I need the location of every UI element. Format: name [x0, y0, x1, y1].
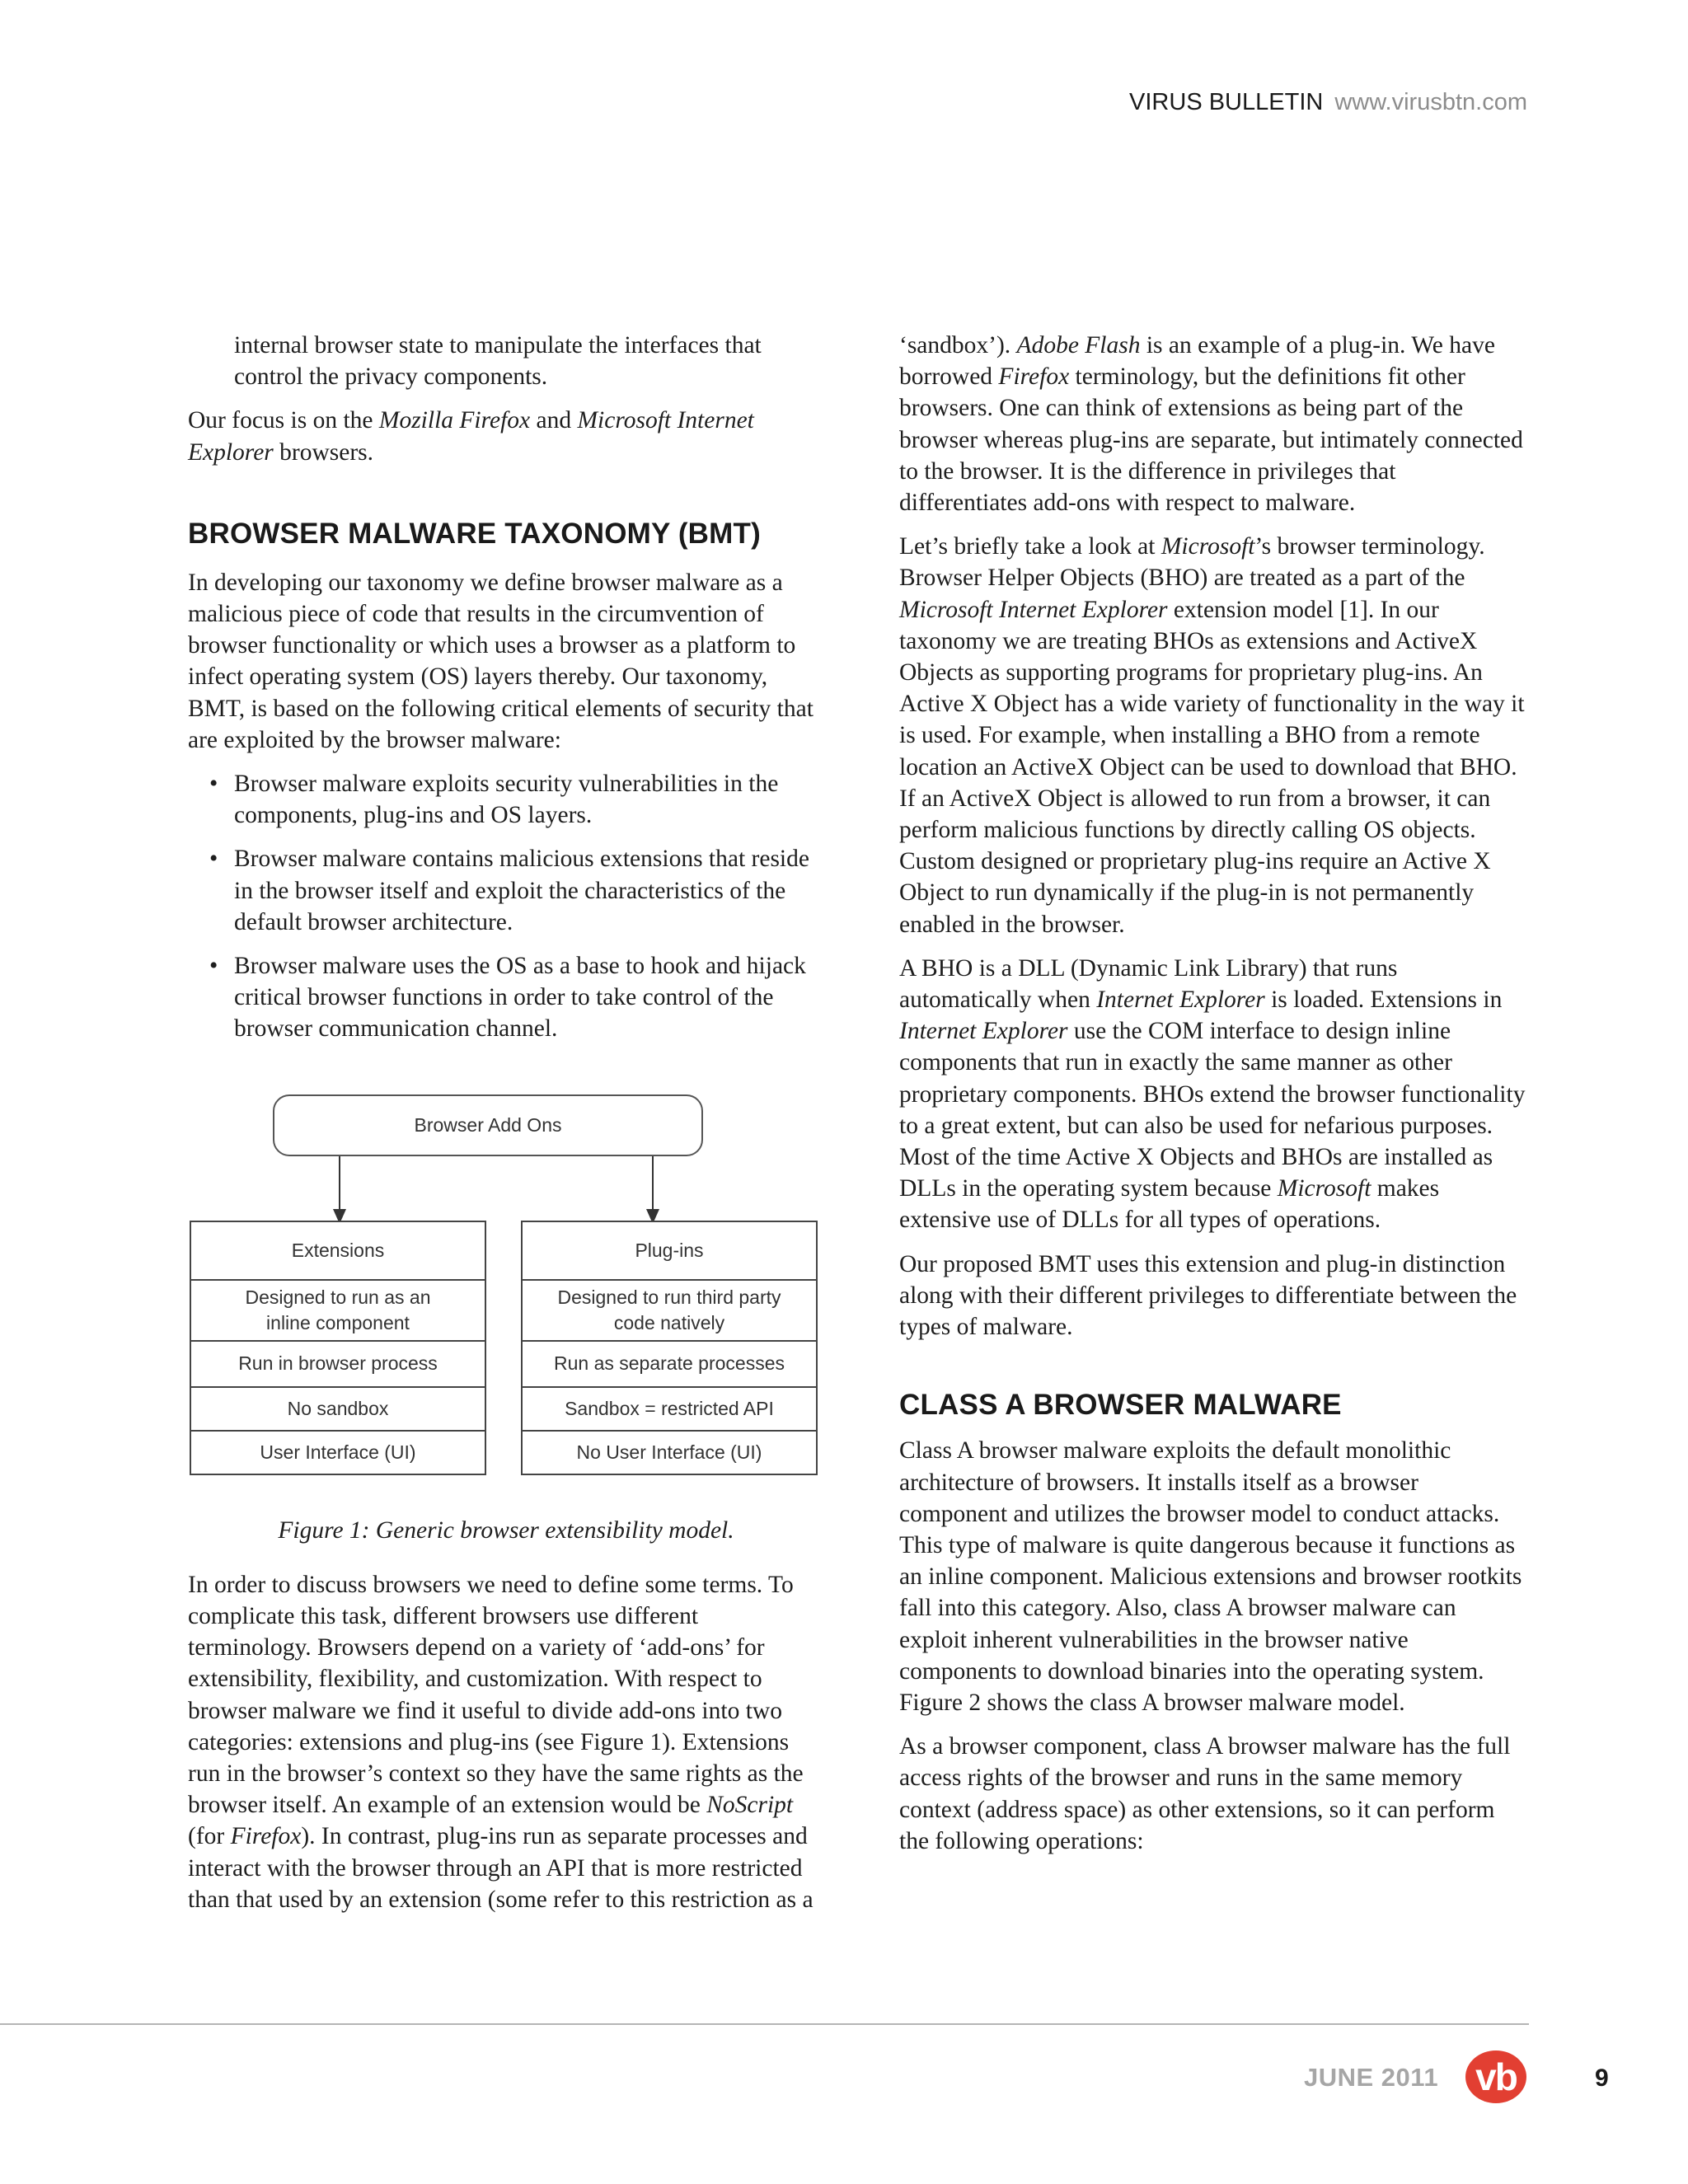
browser-add-ons-box: Browser Add Ons	[273, 1094, 703, 1156]
left-column	[188, 330, 824, 1928]
bullet-icon: •	[209, 771, 218, 798]
section-heading-class-a: CLASS A BROWSER MALWARE	[899, 1389, 1342, 1422]
bullet-item: • Browser malware uses the OS as a base to hook and hijack critical browser functions in order to take control of the browser communication channel.	[188, 950, 824, 1045]
section-heading-bmt: BROWSER MALWARE TAXONOMY (BMT)	[188, 517, 761, 550]
plugins-column	[521, 1221, 818, 1474]
extensions-column	[190, 1221, 486, 1474]
bullet-icon: •	[209, 846, 218, 873]
paragraph-bho: A BHO is a DLL (Dynamic Link Library) that runs automatically when Internet Explorer is loaded. Extensions in Internet Explorer use the COM interface to design inline components that run in exactly the same manner as other proprietary components. BHOs extend the browser functionality to a great extent, but can also be used for nefarious purposes. Most of the time Active X Objects and BHOs are installed as DLLs in the operating system because Microsoft makes extensive use of DLLs for all types of operations.	[899, 954, 1526, 1234]
paragraph-terms: In order to discuss browsers we need to define some terms. To complicate this task, different browsers use different terminology. Browsers depend on a variety of ‘add-ons’ for extensibility, flexibility, and customization. With respect to browser malware we find it useful to divide add-ons into two categories: extensions and plug-ins (see Figure 1). Extensions run in the browser’s context so they have the same rights as the browser itself. An example of an extension would be NoScript (for Firefox). In contrast, plug-ins run as separate processes and interact with the browser through an API that is more restricted than that used by an extension (some refer to this restriction as a	[188, 1571, 814, 1913]
paragraph-bmt-definition: In developing our taxonomy we define browser malware as a malicious piece of code that results in the circumvention of browser functionality or which uses a browser as a platform to infect operating system (OS) layers thereby. Our taxonomy, BMT, is based on the following critical elements of security that are exploited by the browser malware:	[188, 569, 814, 753]
running-header	[1129, 89, 1527, 116]
extensions-header: Extensions	[190, 1221, 486, 1281]
footer-divider	[0, 2023, 1529, 2025]
plugins-row: Designed to run third party code natively	[521, 1279, 818, 1342]
paragraph-focus: Our focus is on the Mozilla Firefox and Microsoft Internet Explorer browsers.	[188, 407, 754, 466]
paragraph-microsoft-terminology: Let’s briefly take a look at Microsoft’s browser terminology. Browser Helper Objects (BHO) are treated as a part of the Microsoft Internet Explorer extension model [1]. In our taxonomy we are treating BHOs as extensions and ActiveX Objects as supporting programs for proprietary plug-ins. An Active X Object has a wide variety of functionality in the way it is used. For example, when installing a BHO from a remote location an ActiveX Object can be used to download that BHO. If an ActiveX Object is allowed to run from a browser, it can perform malicious functions by directly calling OS objects. Custom designed or proprietary plug-ins require an Active X Object to run dynamically if the plug-in is not permanently enabled in the browser.	[899, 533, 1525, 938]
plugins-header: Plug-ins	[521, 1221, 818, 1281]
vb-logo-icon: vb	[1465, 2050, 1526, 2103]
extensions-row: Run in browser process	[190, 1340, 486, 1388]
paragraph-class-a: Class A browser malware exploits the default monolithic architecture of browsers. It installs itself as a browser component and utilizes the browser model to conduct attacks. This type of malware is quite dangerous because it functions as an inline component. Malicious extensions and browser rootkits fall into this category. Also, class A browser malware can exploit inherent vulnerabilities in the browser native components to download binaries into the operating system. Figure 2 shows the class A browser malware model.	[899, 1437, 1522, 1716]
paragraph-browser-component: As a browser component, class A browser malware has the full access rights of the browser and runs in the same memory context (address space) as other extensions, so it can perform the following operations:	[899, 1733, 1511, 1854]
publication-name: VIRUS BULLETIN	[1129, 89, 1324, 115]
bullet-item: • Browser malware exploits security vulnerabilities in the components, plug-ins and OS layers.	[188, 768, 824, 831]
extensions-row: No sandbox	[190, 1386, 486, 1432]
paragraph-sandbox: ‘sandbox’). Adobe Flash is an example of a plug-in. We have borrowed Firefox terminology, but the definitions fit other browsers. One can think of extensions as being part of the browser whereas plug-ins are separate, but intimately connected to the browser. It is the difference in privileges that differentiates add-ons with respect to malware.	[899, 332, 1523, 517]
paragraph-proposed-bmt: Our proposed BMT uses this extension and plug-in distinction along with their different privileges to differentiate between the types of malware.	[899, 1250, 1517, 1341]
figure-browser-extensibility-model	[188, 1094, 824, 1490]
bullet-item: • Browser malware contains malicious extensions that reside in the browser itself and exploit the characteristics of the default browser architecture.	[188, 843, 824, 938]
plugins-row: Sandbox = restricted API	[521, 1386, 818, 1432]
plugins-row: No User Interface (UI)	[521, 1430, 818, 1475]
bullet-icon: •	[209, 953, 218, 980]
page-number: 9	[1595, 2064, 1609, 2092]
bullet-list	[188, 768, 824, 1045]
extensions-row: Designed to run as an inline component	[190, 1279, 486, 1342]
publication-url: www.virusbtn.com	[1334, 89, 1527, 115]
right-column	[899, 330, 1527, 1869]
paragraph-continued: internal browser state to manipulate the interfaces that control the privacy components.	[234, 332, 762, 391]
plugins-row: Run as separate processes	[521, 1340, 818, 1388]
extensions-row: User Interface (UI)	[190, 1430, 486, 1475]
figure-caption: Figure 1: Generic browser extensibility model.	[278, 1516, 734, 1544]
issue-date: JUNE 2011	[1304, 2063, 1439, 2092]
